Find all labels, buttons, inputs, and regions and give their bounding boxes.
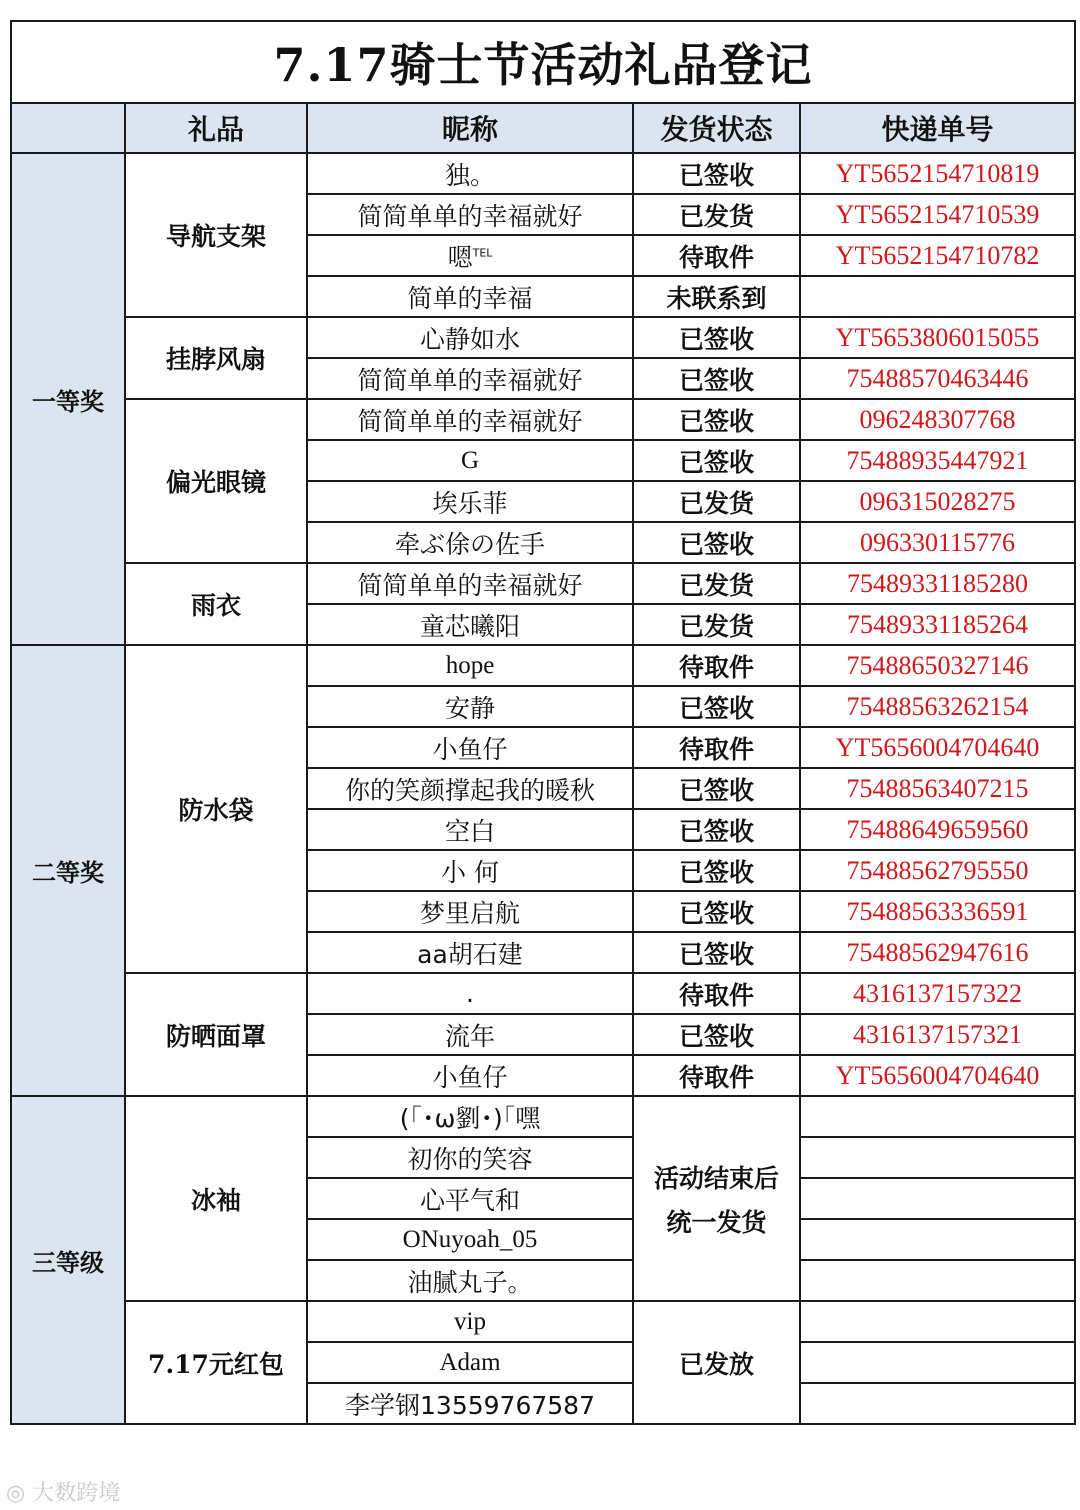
- nickname-text: 嗯: [447, 242, 473, 272]
- status-cell: 已签收: [633, 932, 800, 973]
- nickname-cell: 小鱼仔: [307, 727, 633, 768]
- nickname-cell: 李学钢13559767587: [307, 1383, 633, 1424]
- header-gift: 礼品: [125, 103, 307, 153]
- tracking-cell: [800, 1301, 1075, 1342]
- status-cell: 已发货: [633, 481, 800, 522]
- nickname-cell: 心静如水: [307, 317, 633, 358]
- nickname-cell: 简单的幸福: [307, 276, 633, 317]
- table-row: [11, 563, 1075, 604]
- group-third-prize: 三等级: [11, 1096, 125, 1424]
- header-blank: [11, 103, 125, 153]
- nickname-superscript: TEL: [472, 246, 493, 260]
- tracking-cell: 75489331185264: [800, 604, 1075, 645]
- table-row: [11, 973, 1075, 1014]
- status-cell: 待取件: [633, 235, 800, 276]
- status-cell: 已签收: [633, 399, 800, 440]
- status-cell: 已签收: [633, 809, 800, 850]
- nickname-cell: (｢･ω劉･)｢嘿: [307, 1096, 633, 1137]
- tracking-cell: [800, 1383, 1075, 1424]
- status-line: 活动结束后: [653, 1163, 779, 1193]
- table-row: [11, 399, 1075, 440]
- status-cell: 已签收: [633, 850, 800, 891]
- table-row: [11, 1301, 1075, 1342]
- status-cell: 待取件: [633, 973, 800, 1014]
- nickname-cell: [307, 235, 633, 276]
- nickname-cell: 牵ぶ俆の佐手: [307, 522, 633, 563]
- nickname-cell: 梦里启航: [307, 891, 633, 932]
- gift-polarized-glasses: 偏光眼镜: [125, 399, 307, 563]
- status-cell: 已签收: [633, 522, 800, 563]
- status-cell: 已签收: [633, 686, 800, 727]
- tracking-cell: [800, 1096, 1075, 1137]
- registration-table: [10, 20, 1076, 1425]
- gift-red-packet: 7.17元红包: [125, 1301, 307, 1424]
- nickname-cell: 童芯曦阳: [307, 604, 633, 645]
- tracking-cell: 096330115776: [800, 522, 1075, 563]
- tracking-cell: [800, 276, 1075, 317]
- nickname-cell: 简简单单的幸福就好: [307, 399, 633, 440]
- group-second-prize: 二等奖: [11, 645, 125, 1096]
- nickname-cell: 简简单单的幸福就好: [307, 563, 633, 604]
- tracking-cell: 75488563262154: [800, 686, 1075, 727]
- gift-neck-fan: 挂脖风扇: [125, 317, 307, 399]
- tracking-cell: YT5656004704640: [800, 1055, 1075, 1096]
- status-cell: 已发货: [633, 604, 800, 645]
- tracking-cell: [800, 1178, 1075, 1219]
- nickname-cell: 初你的笑容: [307, 1137, 633, 1178]
- gift-nav-mount: 导航支架: [125, 153, 307, 317]
- nickname-cell: 你的笑颜撑起我的暖秋: [307, 768, 633, 809]
- nickname-cell: 小 何: [307, 850, 633, 891]
- tracking-cell: [800, 1260, 1075, 1301]
- status-cell: 已发货: [633, 563, 800, 604]
- nickname-cell: 埃乐菲: [307, 481, 633, 522]
- tracking-cell: 75488650327146: [800, 645, 1075, 686]
- group-first-prize: 一等奖: [11, 153, 125, 645]
- table-title: 7.17骑士节活动礼品登记: [11, 21, 1075, 103]
- status-cell: 已发货: [633, 194, 800, 235]
- header-tracking: 快递单号: [800, 103, 1075, 153]
- nickname-cell: 简简单单的幸福就好: [307, 194, 633, 235]
- tracking-cell: YT5652154710782: [800, 235, 1075, 276]
- tracking-cell: [800, 1219, 1075, 1260]
- status-cell: 已签收: [633, 358, 800, 399]
- watermark-text: 大数跨境: [32, 1481, 121, 1506]
- status-merged-sleeves: [633, 1096, 800, 1301]
- status-cell: 已签收: [633, 440, 800, 481]
- tracking-cell: 4316137157321: [800, 1014, 1075, 1055]
- tracking-cell: [800, 1342, 1075, 1383]
- tracking-cell: 75488563407215: [800, 768, 1075, 809]
- tracking-cell: YT5656004704640: [800, 727, 1075, 768]
- nickname-cell: 独。: [307, 153, 633, 194]
- table-row: [11, 645, 1075, 686]
- status-cell: 待取件: [633, 645, 800, 686]
- tracking-cell: 75488935447921: [800, 440, 1075, 481]
- gift-waterproof-bag: 防水袋: [125, 645, 307, 973]
- watermark-icon: ◎: [6, 1481, 33, 1506]
- status-cell: 已签收: [633, 891, 800, 932]
- tracking-cell: 75488562947616: [800, 932, 1075, 973]
- tracking-cell: 75488649659560: [800, 809, 1075, 850]
- tracking-cell: 4316137157322: [800, 973, 1075, 1014]
- tracking-cell: 096248307768: [800, 399, 1075, 440]
- status-cell: 待取件: [633, 727, 800, 768]
- nickname-cell: 流年: [307, 1014, 633, 1055]
- status-cell: 已签收: [633, 153, 800, 194]
- nickname-cell: ONuyoah_05: [307, 1219, 633, 1260]
- nickname-cell: 油腻丸子。: [307, 1260, 633, 1301]
- tracking-cell: [800, 1137, 1075, 1178]
- tracking-cell: 75489331185280: [800, 563, 1075, 604]
- nickname-cell: aa胡石建: [307, 932, 633, 973]
- table-row: [11, 1096, 1075, 1137]
- tracking-cell: 75488570463446: [800, 358, 1075, 399]
- tracking-cell: 096315028275: [800, 481, 1075, 522]
- status-merged-red-packet: 已发放: [633, 1301, 800, 1424]
- nickname-cell: 小鱼仔: [307, 1055, 633, 1096]
- gift-registration-sheet: [10, 20, 1074, 1495]
- tracking-cell: 75488563336591: [800, 891, 1075, 932]
- gift-sun-mask: 防晒面罩: [125, 973, 307, 1096]
- table-row: [11, 153, 1075, 194]
- status-cell: 已签收: [633, 768, 800, 809]
- nickname-cell: 安静: [307, 686, 633, 727]
- nickname-cell: 心平气和: [307, 1178, 633, 1219]
- table-row: [11, 317, 1075, 358]
- nickname-cell: Adam: [307, 1342, 633, 1383]
- header-status: 发货状态: [633, 103, 800, 153]
- tracking-cell: 75488562795550: [800, 850, 1075, 891]
- tracking-cell: YT5652154710539: [800, 194, 1075, 235]
- status-cell: 已签收: [633, 317, 800, 358]
- nickname-cell: .: [307, 973, 633, 1014]
- status-cell: 待取件: [633, 1055, 800, 1096]
- status-cell: 已签收: [633, 1014, 800, 1055]
- header-nickname: 昵称: [307, 103, 633, 153]
- gift-raincoat: 雨衣: [125, 563, 307, 645]
- status-line: 统一发货: [666, 1207, 767, 1237]
- tracking-cell: YT5653806015055: [800, 317, 1075, 358]
- nickname-cell: vip: [307, 1301, 633, 1342]
- status-cell: 未联系到: [633, 276, 800, 317]
- gift-ice-sleeves: 冰袖: [125, 1096, 307, 1301]
- nickname-cell: 简简单单的幸福就好: [307, 358, 633, 399]
- watermark: [6, 1476, 120, 1507]
- nickname-cell: hope: [307, 645, 633, 686]
- nickname-cell: 空白: [307, 809, 633, 850]
- nickname-cell: G: [307, 440, 633, 481]
- tracking-cell: YT5652154710819: [800, 153, 1075, 194]
